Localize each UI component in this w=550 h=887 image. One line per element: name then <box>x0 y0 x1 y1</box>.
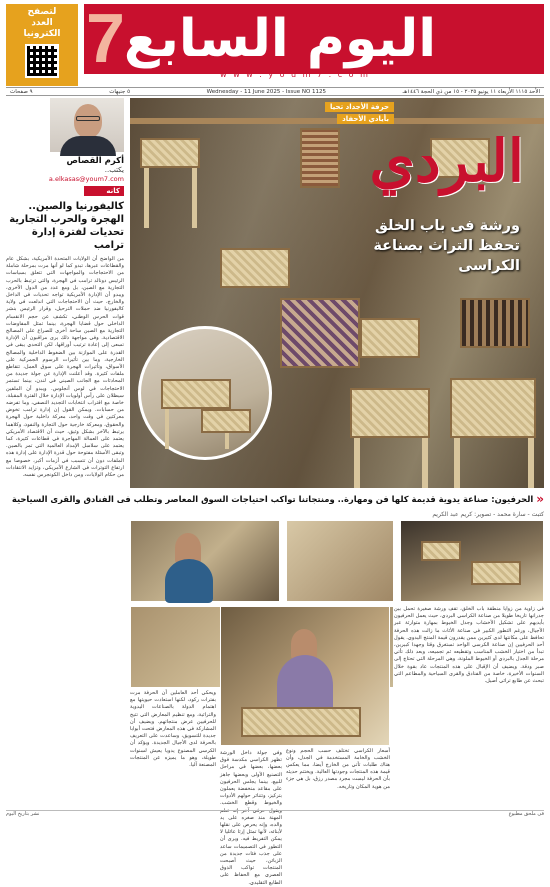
digital-edition-promo[interactable] <box>6 4 78 86</box>
workshop-photo-tools[interactable] <box>286 520 394 602</box>
author-name: أكرم القصاص <box>66 156 124 166</box>
workshop-photo-craftsman[interactable] <box>130 520 280 602</box>
column-tag: كانه <box>84 186 124 196</box>
hero-photo[interactable] <box>130 98 544 488</box>
masthead <box>0 0 550 94</box>
avatar <box>50 98 124 152</box>
article-text-col1: في زاوية من زوايا منطقة باب الخلق، تقف ورشة صغيرة تحمل بين جدرانها تاريخا طويلا من صناعة الكراسي البردي، حيث يعمل الحرفيون بأيديهم على تشكيل الأخشاب وجدل الخيوط بمهارة متوارثة عبر الأجيال، ورغم التطور الكبير في صناعة الأثاث ما زالت هذه الحرفة تحافظ على مكانتها لدى كثيرين ممن يقدرون قيمة المنتج اليدوي. يقول أحد الحرفيين إن صناعة الكرسي الواحد تستغرق وقتا وجهدا كبيرين، تبدأ من اختيار الخشب المناسب وتقطيعه ثم تجميعه، وبعد ذلك تأتي مرحلة الجدل بالبردي أو الخيوط الملونة، وهي المرحلة التي تحتاج إلى صبر ودقة. ويضيف أن الإقبال على هذه المنتجات عاد بقوة خلال السنوات الأخيرة، خاصة من الفنادق والقرى السياحية والمطاعم التي تبحث عن طابع تراثي أصيل. <box>394 606 544 685</box>
issue-date-en: Wednesday - 11 June 2025 - Issue NO 1125 <box>206 88 327 95</box>
feature-tag: حرفة الأجداد تحيا <box>325 102 394 112</box>
opinion-body: من الواضح أن الولايات المتحدة الأمريكية، بشكل عام والقطاعات عبرها، تبدو كما لو أنها مرت بمرحلة شاملة من الاحتجاجات والمواجهات التي تتعلق بسياسات الرئيس دونالد ترامب في الهجرة، والتي ترتبط بالحرب التجارية مع الصين، بل ومع عدد من الدول الأخرى، ويبدو أن الإدارة الأمريكية تواجه تحديات في الداخل والخارج، حيث أن الاحتجاجات التي اندلعت في ولاية كاليفورنيا ضد حملات الترحيل، وقرار الرئيس بنشر قوات الحرس الوطني، تكشف عن حجم الانقسام الداخلي حول قضايا الهجرة، بينما تمثل المفاوضات التجارية مع الصين ساحة أخرى للصراع على المصالح الاقتصادية. وفي مواجهة ذلك يرى مراقبون أن الإدارة تسعى إلى إعادة ترتيب أوراقها، لكن التحدي يبقى في القدرة على الموازنة بين الضغوط الداخلية والمصالح الخارجية، وما بين تأثيرات الرسوم الجمركية على الأسواق، وتأثيرات الهجرة على سوق العمل، تتقاطع ملفات كثيرة. وقد أعلنت الإدارة عن جولة جديدة من المحادثات مع الجانب الصيني في لندن، بينما تستمر الاحتجاجات في لوس أنجلوس. ويبدو أن الملفين سيظلان على رأس أولويات الإدارة خلال الفترة المقبلة، خاصة مع اقتراب انتخابات التجديد النصفي، وما تفرضه من حسابات. ويمكن القول إن إدارة ترامب تخوض معركتين في وقت واحد، معركة داخلية حول الهجرة والحقوق، ومعركة خارجية حول التجارة والنفوذ، وكلاهما يرتبط بالآخر بشكل وثيق، حيث أن الاقتصاد الأمريكي يعتمد على العمالة المهاجرة في قطاعات كثيرة، كما يعتمد على سلاسل الإمداد العالمية التي تمر بالصين. وتبقى الأسئلة مفتوحة حول قدرة الإدارة على إدارة هذه الملفات دون أن تتسبب في أزمات أكبر، خصوصا مع ارتفاع التوترات في الشارع الأمريكي، وتزايد الانتقادات من حكام الولايات، ومن داخل الكونجرس نفسه. <box>6 256 124 479</box>
page-footer <box>6 810 544 817</box>
workshop-photo-weaver[interactable] <box>220 606 390 746</box>
footer-right: فى ملحق مطبوع <box>508 811 544 817</box>
opinion-column <box>6 98 124 810</box>
article-text-col4: ويحكي أحد العاملين أن الحرفة مرت بفترات ركود، لكنها استعادت حيويتها مع اهتمام الدولة بالصناعات اليدوية والتراثية، ومع تنظيم المعارض التي تتيح للحرفيين عرض منتجاتهم. ويضيف أن المشاركة في هذه المعارض فتحت أبوابا جديدة للتسويق، وساعدت على التعريف بالحرفة لدى الأجيال الجديدة. ويؤكد أن الكرسي المصنوع يدويا يعيش لسنوات طويلة، وهو ما يميزه عن المنتجات المصنعة آليا. <box>130 690 216 769</box>
headline-text: الحرفيون: صناعة يدوية قديمة كلها فن ومهارة.. ومنتجاتنا تواكب احتياجات السوق المعاصر وتطلب فى الفنادق والقرى السياحية <box>11 494 534 504</box>
workshop-photo-chairs[interactable] <box>400 520 544 602</box>
inset-circle-photo[interactable] <box>138 326 272 460</box>
masthead-seven-mark: 7 <box>86 0 125 77</box>
promo-line: لتصفح <box>27 7 57 17</box>
feature-subtitle[interactable]: ورشة فى باب الخلق تحفظ التراث بصناعة الكراسى <box>373 218 520 274</box>
promo-line: الكترونيا <box>23 29 61 39</box>
footer-left: نشر بتاريخ اليوم <box>6 811 40 817</box>
feature-headline[interactable] <box>11 490 544 508</box>
author-writes-label: يكتب.. <box>104 166 124 174</box>
feature-tag: بأيادي الأحفاد <box>337 114 394 124</box>
byline: كتبت - سارة محمد - تصوير: كريم عبد الكريم <box>432 511 544 518</box>
issue-price: ٥ جنيهات <box>109 88 131 95</box>
masthead-url[interactable]: w w w . y o u m 7 . c o m <box>220 70 370 79</box>
feature-kicker: البردي <box>369 127 524 195</box>
article-text-col2: أسعار الكراسي تختلف حسب الحجم ونوع الخشب والخامة المستخدمة في الجدل، وأن هناك طلبات تأتي من الخارج أيضا، مما يعكس قيمة هذه المنتجات وجودتها العالية. ويختتم حديثه بأن الحرفة ليست مجرد مصدر رزق، بل هي جزء من هوية المكان وتاريخه. <box>286 747 390 790</box>
qr-code-icon[interactable] <box>25 44 59 78</box>
opinion-title[interactable]: كاليفورنيا والصين.. الهجرة والحرب التجارية تحديات لفترة إدارة ترامب <box>9 201 124 251</box>
masthead-title[interactable]: اليوم السابع <box>123 9 437 69</box>
issue-date-ar: الأحد ١١١٥ الأربعاء ١١ يونيو ٢٠٢٥ - ١٥ من ذي الحجة ١٤٤٦هـ <box>402 88 540 95</box>
promo-line: العدد <box>31 18 53 28</box>
issue-pages: ٩ صفحات <box>10 88 33 95</box>
issue-info-line <box>6 87 544 96</box>
article-text-col3: وفي جولة داخل الورشة تظهر الكراسي مكدسة فوق بعضها، بعضها في مراحل التصنيع الأولى وبعضها جاهز للبيع، بينما يجلس الحرفيون على مقاعد منخفضة يعملون بتركيز، وتتناثر حولهم الأدوات والخيوط وقطع الخشب. ويقول حرفي آخر إنه تعلم المهنة منذ صغره على يد والده، وإنه يحرص على نقلها لأبنائه، لأنها تمثل إرثا عائليا لا يمكن التفريط فيه. ويرى أن التطور في التصميمات ساعد على جذب فئات جديدة من الزبائن، حيث أصبحت المنتجات تواكب الذوق العصري مع الحفاظ على الطابع التقليدي. <box>220 750 282 886</box>
author-email-link[interactable]: a.elkasas@youm7.com <box>48 175 124 183</box>
chevron-left-icon: « <box>536 492 544 506</box>
